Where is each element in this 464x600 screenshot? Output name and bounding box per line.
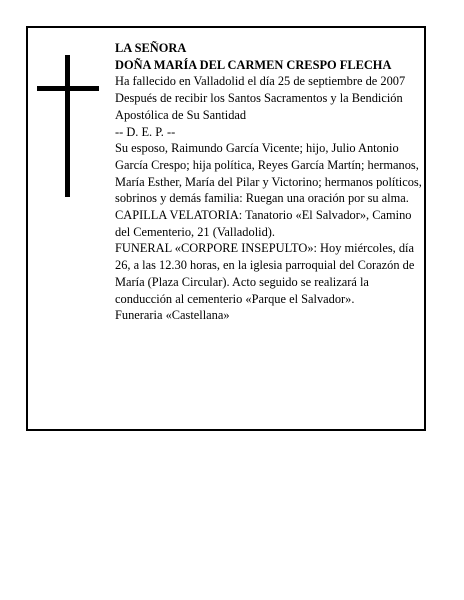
obituary-notice — [26, 26, 426, 431]
deceased-name: DOÑA MARÍA DEL CARMEN CRESPO FLECHA — [115, 57, 392, 72]
funeral-info: FUNERAL «CORPORE INSEPULTO»: Hoy miércoles, día 26, a las 12.30 horas, en la iglesia parroquial del Corazón de María (Plaza Circular). Acto seguido se realizará la conducción al cementerio «Parque el Salvador». — [115, 241, 415, 306]
family-list: Su esposo, Raimundo García Vicente; hijo, Julio Antonio García Crespo; hija política, Reyes García Martín; hermanos, María Esther, María del Pilar y Victorino; hermanos políticos, sobrinos y demás familia: Ruegan una oración por su alma. — [115, 141, 422, 206]
sacraments-note: Después de recibir los Santos Sacramentos y la Bendición Apostólica de Su Santidad — [115, 91, 403, 122]
cross-vertical-bar — [65, 55, 70, 197]
obituary-text — [115, 40, 427, 324]
funeral-home: Funeraria «Castellana» — [115, 308, 230, 323]
chapel-info: CAPILLA VELATORIA: Tanatorio «El Salvador», Camino del Cementerio, 21 (Valladolid). — [115, 208, 412, 239]
obituary-title: LA SEÑORA — [115, 41, 187, 55]
cross-icon — [37, 55, 99, 197]
rip-line: -- D. E. P. -- — [115, 124, 176, 139]
death-announcement: Ha fallecido en Valladolid el día 25 de septiembre de 2007 — [115, 74, 406, 89]
cross-horizontal-bar — [37, 86, 99, 91]
